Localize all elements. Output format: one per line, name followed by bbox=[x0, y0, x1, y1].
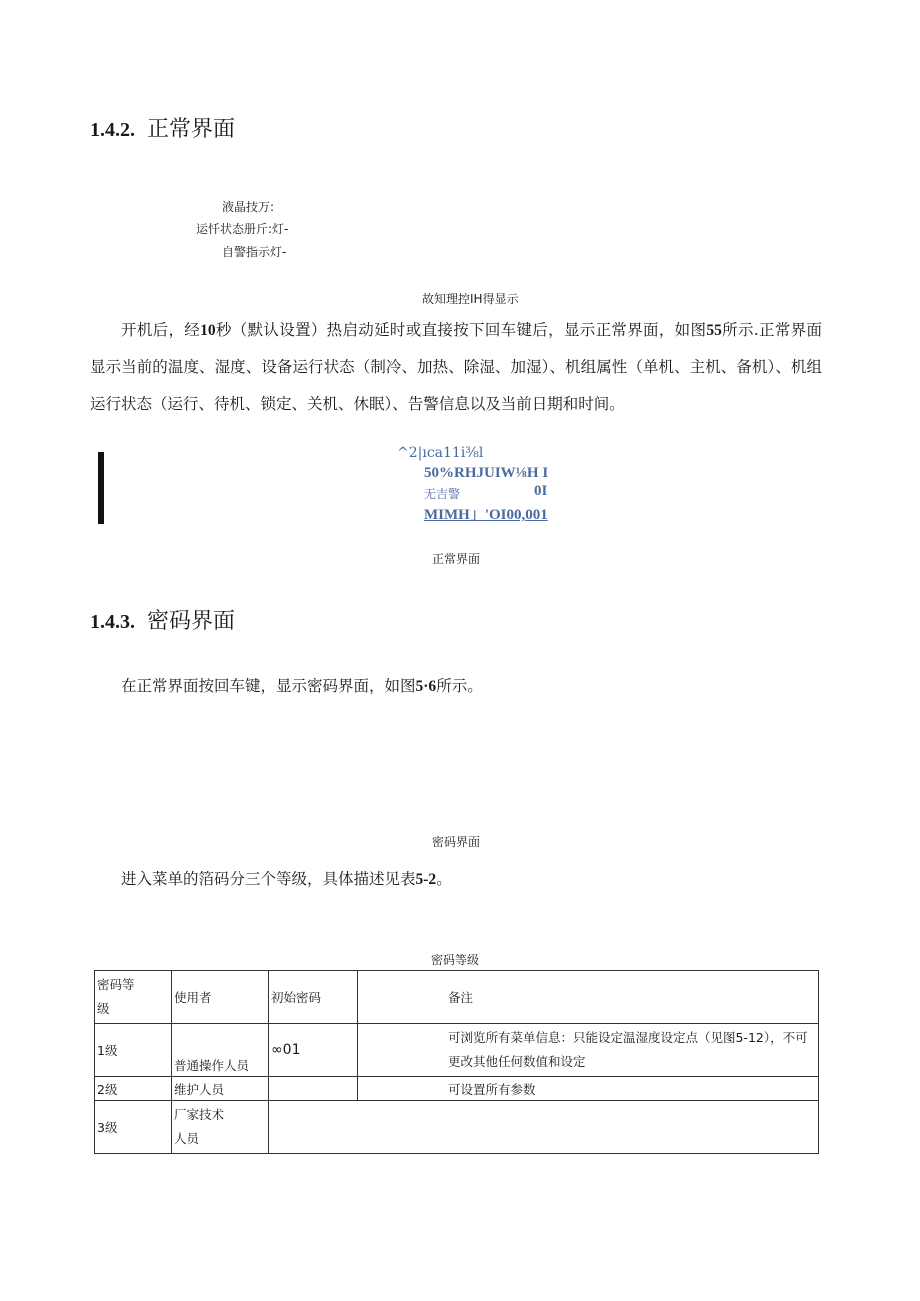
figure-caption: 故知理控IH得显示 bbox=[422, 292, 519, 306]
table-row bbox=[95, 1101, 819, 1154]
paragraph-normal-interface bbox=[90, 312, 822, 423]
cell-user: 维护人员 bbox=[172, 1077, 269, 1101]
bold-run: 5-2 bbox=[415, 871, 437, 888]
paragraph-password-interface bbox=[90, 668, 822, 705]
cell-level: 3级 bbox=[95, 1101, 172, 1154]
table-row bbox=[95, 1024, 819, 1077]
text-run: 进入菜单的箔码分三个等级，具体描述见表 bbox=[121, 870, 416, 888]
header-cell-password: 初始密码 bbox=[269, 971, 358, 1024]
figure-label-status-light: 运忏状态册斤:灯- bbox=[196, 222, 289, 236]
lcd-line-2: 50%RHJUIW⅛H I bbox=[424, 465, 549, 481]
text-run: 。 bbox=[436, 870, 452, 888]
section-number: 1.4.3. bbox=[90, 611, 135, 633]
section-heading-1-4-3 bbox=[90, 604, 235, 635]
cell-password: ∞01 bbox=[269, 1024, 358, 1077]
cell-empty bbox=[269, 1101, 819, 1154]
section-heading-1-4-2 bbox=[90, 112, 235, 143]
header-cell-note: 备注 bbox=[358, 971, 819, 1024]
text-run: 所示。 bbox=[436, 677, 483, 695]
text-run: 秒（默认设置）热启动延时或直接按下回车键后，显示正常界面，如图 bbox=[215, 321, 707, 339]
cell-user bbox=[172, 1101, 269, 1154]
header-cell-user: 使用者 bbox=[172, 971, 269, 1024]
cell-password bbox=[269, 1077, 358, 1101]
header-text: 密码等 bbox=[97, 977, 135, 992]
bold-run: 55 bbox=[706, 322, 722, 339]
bold-run: 5·6 bbox=[415, 678, 437, 695]
text-run: 在正常界面按回车键，显示密码界面，如图 bbox=[121, 677, 416, 695]
table-header-row bbox=[95, 971, 819, 1024]
cell-level: 1级 bbox=[95, 1024, 172, 1077]
cell-user: 普通操作人员 bbox=[172, 1024, 269, 1077]
text-run: 开机后，经 bbox=[121, 321, 201, 339]
cell-note: 可设置所有参数 bbox=[358, 1077, 819, 1101]
password-level-table bbox=[94, 970, 819, 1154]
lcd-line-4: MIMH」'OI00,001 bbox=[424, 507, 548, 523]
cell-text: 厂家技术 bbox=[174, 1107, 225, 1122]
section-title: 正常界面 bbox=[147, 117, 236, 142]
text-run: 所示.正常界面显示当前的温度、湿度、设备运行状态（制冷、加热、除湿、加湿）、机组属性（单机、主机、备机）、机组运行状态（运行、待机、锁定、关机、休眠）、告警信息以及当前日期和时间。 bbox=[90, 321, 822, 413]
lcd-line-3-left: 无吉警 bbox=[424, 487, 461, 501]
section-title: 密码界面 bbox=[147, 609, 236, 634]
figure-caption: 密码界面 bbox=[432, 835, 481, 849]
cell-note: 可浏览所有菜单信息：只能设定温湿度设定点（见图5-12），不可更改其他任何数值和设定 bbox=[358, 1024, 819, 1077]
figure-caption: 正常界面 bbox=[432, 552, 481, 566]
display-bar bbox=[98, 452, 104, 524]
header-text: 级 bbox=[97, 1001, 110, 1016]
figure-label-alarm-light: 自警指示灯- bbox=[222, 245, 287, 259]
lcd-line-1: ^2|ıca11i⅜l bbox=[397, 445, 484, 461]
cell-level: 2级 bbox=[95, 1077, 172, 1101]
bold-run: 10 bbox=[200, 322, 216, 339]
cell-text: 人员 bbox=[174, 1131, 200, 1146]
lcd-line-3-right: 0I bbox=[534, 483, 548, 499]
paragraph-password-levels bbox=[90, 861, 822, 898]
table-row bbox=[95, 1077, 819, 1101]
section-number: 1.4.2. bbox=[90, 119, 135, 141]
figure-label-lcd: 液晶技万: bbox=[222, 200, 275, 214]
table-caption: 密码等级 bbox=[431, 953, 480, 967]
header-cell-level bbox=[95, 971, 172, 1024]
